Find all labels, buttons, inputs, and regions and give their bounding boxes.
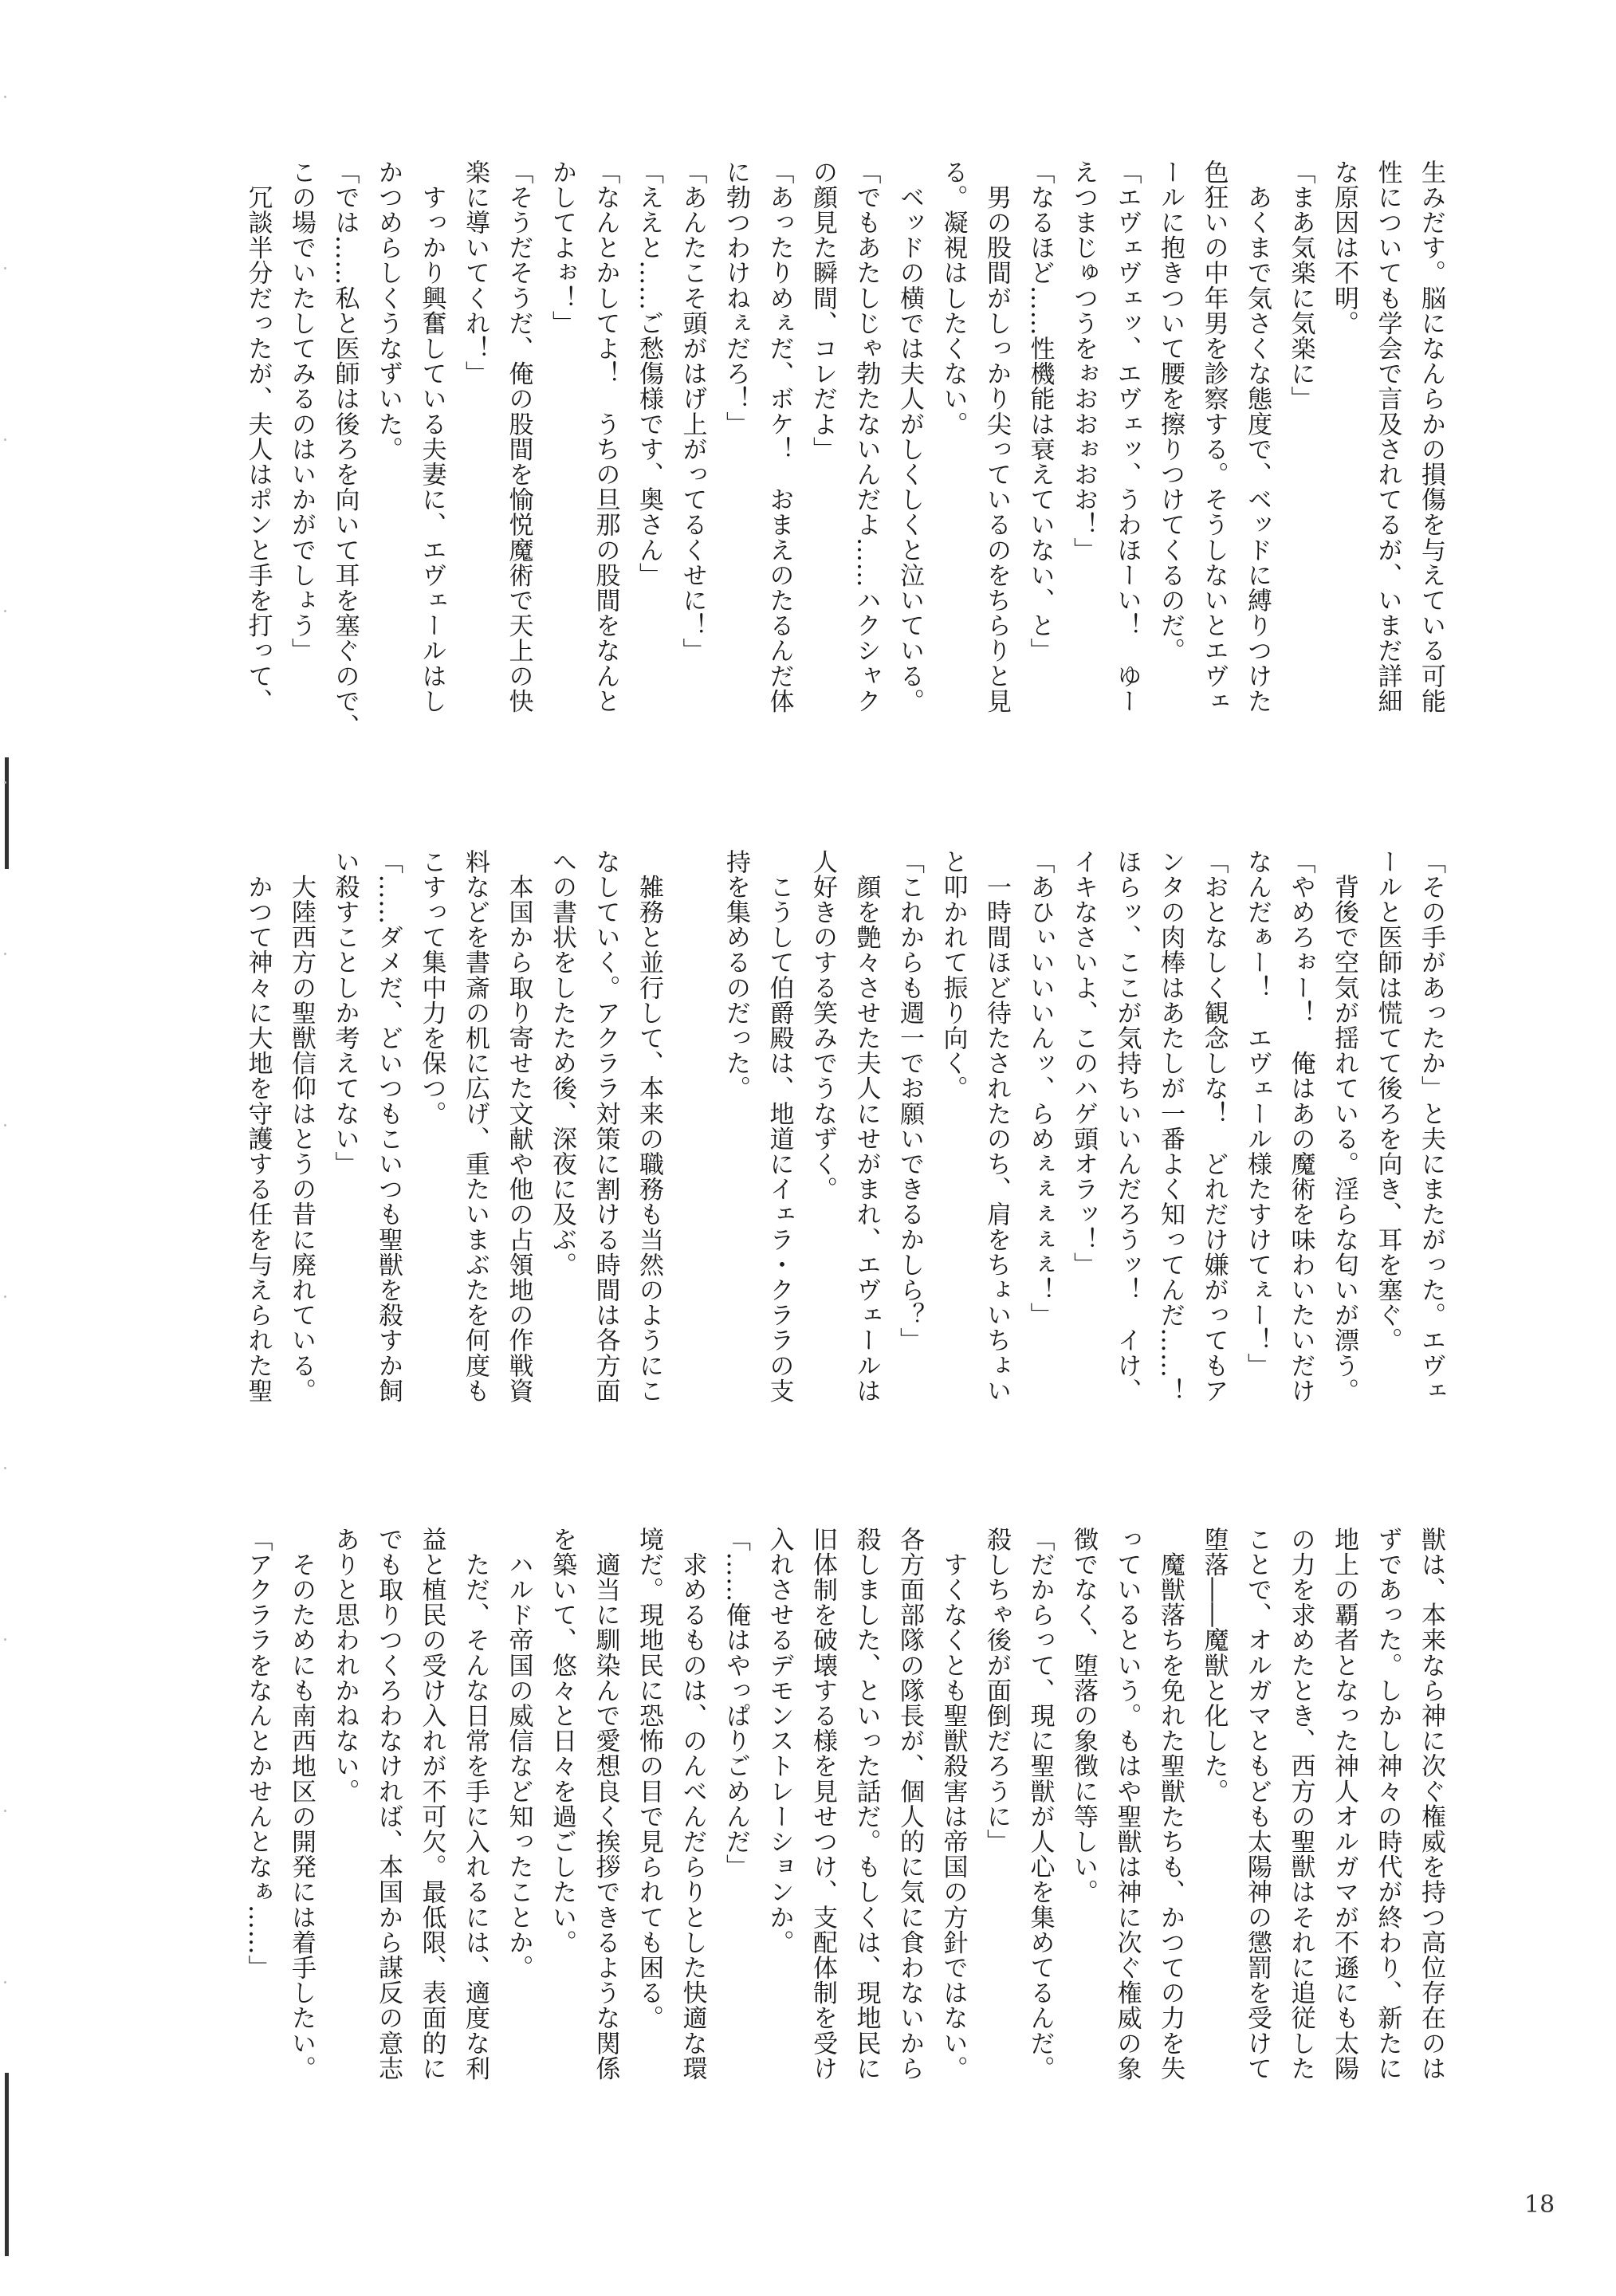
- text-line: と叩かれて振り向く。: [938, 849, 968, 1101]
- text-line: 背後で空気が揺れている。淫らな匂いが漂う。: [1330, 849, 1358, 1404]
- scan-dot: [4, 1810, 6, 1812]
- text-line: かしてよぉ！」: [548, 159, 576, 336]
- text-line: この場でいたしてみるのはいかがでしょう」: [287, 159, 316, 663]
- text-line: 「あひぃいいいんッ、らめぇぇぇぇぇ！」: [1025, 849, 1055, 1328]
- text-line: 「では……私と医師は後ろを向いて耳を塞ぐので、: [330, 159, 360, 739]
- text-line: 生みだす。脳になんらかの損傷を与えている可能: [1417, 159, 1445, 714]
- text-line: なんだぁー！ エヴェール様たすけてぇー！」: [1243, 849, 1272, 1378]
- text-line: への書状をしたため後、深夜に及ぶ。: [548, 849, 576, 1278]
- text-line: 楽に導いてくれ！」: [461, 159, 490, 387]
- text-line: あくまで気さくな態度で、ベッドに縛りつけた: [1243, 159, 1272, 714]
- text-line: 「……ダメだ、どいつもこいつも聖獣を殺すか飼: [374, 849, 403, 1404]
- text-line: 料などを書斎の机に広げ、重たいまぶたを何度も: [461, 849, 490, 1404]
- text-line: に勃つわけねぇだろ！」: [721, 159, 750, 437]
- text-line: こすって集中力を保つ。: [417, 849, 446, 1126]
- text-line: 獣は、本来なら神に次ぐ権威を持つ高位存在のは: [1417, 1527, 1445, 2082]
- text-line: 地上の覇者となった神人オルガマが不遜にも太陽: [1330, 1527, 1358, 2082]
- text-line: 入れさせるデモンストレーションか。: [765, 1527, 794, 1956]
- text-line: 「おとなしく観念しな！ どれだけ嫌がってもア: [1199, 849, 1229, 1404]
- text-line: ハルド帝国の威信など知ったことか。: [504, 1527, 533, 1980]
- scan-dot: [4, 1981, 6, 1983]
- text-line: 求めるものは、のんべんだらりとした快適な環: [678, 1527, 707, 2082]
- text-line: っているという。もはや聖獣は神に次ぐ権威の象: [1112, 1527, 1142, 2082]
- text-line: でも取りつくろわなければ、本国から謀反の意志: [374, 1527, 403, 2082]
- text-line: ただ、そんな日常を手に入れるには、適度な利: [461, 1527, 490, 2082]
- text-line: ンタの肉棒はあたしが一番よく知ってんだ……！: [1156, 849, 1185, 1404]
- text-line: なしていく。アクララ対策に割ける時間は各方面: [591, 849, 620, 1404]
- text-line: えつまじゅつうをぉおおぉおお！」: [1069, 159, 1098, 563]
- page-number: 18: [1524, 2191, 1555, 2219]
- text-line: 「あんたこそ頭がはげ上がってるくせに！」: [678, 159, 707, 663]
- text-line: 本国から取り寄せた文献や他の占領地の作戦資: [504, 849, 533, 1404]
- text-block-upper: [177, 159, 1453, 789]
- text-block-lower: [177, 1527, 1453, 2160]
- text-line: 殺しました、といった話だ。もしくは、現地民に: [851, 1527, 881, 2082]
- text-line: イキなさいよ、このハゲ頭オラッ！」: [1069, 849, 1098, 1278]
- text-line: 「あったりめぇだ、ボケ！ おまえのたるんだ体: [765, 159, 794, 714]
- text-line: 「でもあたしじゃ勃たないんだよ……ハクシャク: [851, 159, 881, 714]
- text-line: 殺しちゃ後が面倒だろうに」: [982, 1527, 1011, 1854]
- scan-dot: [4, 610, 6, 612]
- text-line: る。凝視はしたくない。: [938, 159, 968, 437]
- text-line: ールと医師は慌てて後ろを向き、耳を塞ぐ。: [1373, 849, 1402, 1353]
- text-line: を築いて、悠々と日々を過ごしたい。: [548, 1527, 576, 1956]
- text-line: そのためにも南西地区の開発には着手したい。: [287, 1527, 316, 2082]
- text-line: ほらッ、ここが気持ちいいんだろうッ！ イけ、: [1112, 849, 1142, 1404]
- text-line: かつめらしくうなずいた。: [374, 159, 403, 462]
- text-line: 「まあ気楽に気楽に」: [1286, 159, 1315, 411]
- text-line: 持を集めるのだった。: [721, 849, 750, 1101]
- text-line: 「だからって、現に聖獣が人心を集めてるんだ。: [1025, 1527, 1055, 2082]
- scan-dot: [4, 267, 6, 269]
- text-line: 境だ。現地民に恐怖の目で見られても困る。: [635, 1527, 663, 2031]
- text-line: すくなくとも聖獣殺害は帝国の方針ではない。: [938, 1527, 968, 2082]
- text-line: 顔を艶々させた夫人にせがまれ、エヴェールは: [851, 849, 881, 1404]
- text-line: 「エヴェヴェッ、エヴェッ、うわほーい！ ゆー: [1112, 159, 1142, 714]
- text-line: ありと思われかねない。: [330, 1527, 360, 1804]
- text-line: 益と植民の受け入れが不可欠。最低限、表面的に: [417, 1527, 446, 2082]
- scan-dot: [4, 1124, 6, 1126]
- text-line: 堕落――魔獣と化した。: [1199, 1527, 1229, 1804]
- text-line: の顔見た瞬間、コレだよ」: [808, 159, 837, 462]
- text-block-middle: [177, 849, 1453, 1447]
- text-line: 一時間ほど待たされたのち、肩をちょいちょい: [982, 849, 1011, 1404]
- text-line: 「その手があったか」と夫にまたがった。エヴェ: [1417, 849, 1445, 1404]
- text-line: 魔獣落ちを免れた聖獣たちも、かつての力を失: [1156, 1527, 1185, 2082]
- text-line: ずであった。しかし神々の時代が終わり、新たに: [1373, 1527, 1402, 2082]
- text-line: 性についても学会で言及されてるが、いまだ詳細: [1373, 159, 1402, 714]
- scan-dot: [4, 1638, 6, 1641]
- text-line: 雑務と並行して、本来の職務も当然のようにこ: [635, 849, 663, 1404]
- text-line: 色狂いの中年男を診察する。そうしないとエヴェ: [1199, 159, 1229, 714]
- text-line: 「アクララをなんとかせんとなぁ……」: [243, 1527, 273, 1980]
- text-line: すっかり興奮している夫妻に、エヴェールはし: [417, 159, 446, 714]
- text-line: な原因は不明。: [1330, 159, 1358, 336]
- text-line: 「やめろぉー！ 俺はあの魔術を味わいたいだけ: [1286, 849, 1315, 1404]
- text-line: 「ええと……ご愁傷様です、奥さん」: [635, 159, 663, 588]
- binding-edge-mark: [5, 2073, 9, 2256]
- text-line: 「これからも週一でお願いできるかしら？」: [895, 849, 924, 1353]
- text-line: [670, 849, 714, 1447]
- text-line: の力を求めたとき、西方の聖獣はそれに追従した: [1286, 1527, 1315, 2082]
- text-line: 徴でなく、堕落の象徴に等しい。: [1069, 1527, 1098, 1905]
- text-line: 「……俺はやっぱりごめんだ」: [721, 1527, 750, 1880]
- text-line: ことで、オルガマともども太陽神の懲罰を受けて: [1243, 1527, 1272, 2082]
- text-line: 適当に馴染んで愛想良く挨拶できるような関係: [591, 1527, 620, 2082]
- text-line: 各方面部隊の隊長が、個人的に気に食わないから: [895, 1527, 924, 2082]
- text-line: 「なるほど……性機能は衰えていない、と」: [1025, 159, 1055, 663]
- text-line: 大陸西方の聖獣信仰はとうの昔に廃れている。: [287, 849, 316, 1404]
- scan-dot: [4, 781, 6, 784]
- scan-dot: [4, 96, 6, 98]
- text-line: 旧体制を破壊する様を見せつけ、支配体制を受け: [808, 1527, 837, 2082]
- text-line: 人好きのする笑みでうなずく。: [808, 849, 837, 1202]
- text-line: こうして伯爵殿は、地道にイェラ・クララの支: [765, 849, 794, 1404]
- text-line: 「そうだそうだ、俺の股間を愉悦魔術で天上の快: [504, 159, 533, 714]
- text-line: ールに抱きついて腰を擦りつけてくるのだ。: [1156, 159, 1185, 663]
- scan-dot: [4, 1295, 6, 1298]
- text-line: かつて神々に大地を守護する任を与えられた聖: [243, 849, 273, 1404]
- text-line: 男の股間がしっかり尖っているのをちらりと見: [982, 159, 1011, 714]
- scan-dot: [4, 1467, 6, 1469]
- text-line: 「なんとかしてよ！ うちの旦那の股間をなんと: [591, 159, 620, 714]
- binding-edge-mark: [5, 757, 9, 869]
- text-line: ベッドの横では夫人がしくしくと泣いている。: [895, 159, 924, 714]
- scan-dot: [4, 953, 6, 955]
- text-line: 冗談半分だったが、夫人はポンと手を打って、: [243, 159, 273, 714]
- text-line: い殺すことしか考えてない」: [330, 849, 360, 1177]
- scan-dot: [4, 438, 6, 441]
